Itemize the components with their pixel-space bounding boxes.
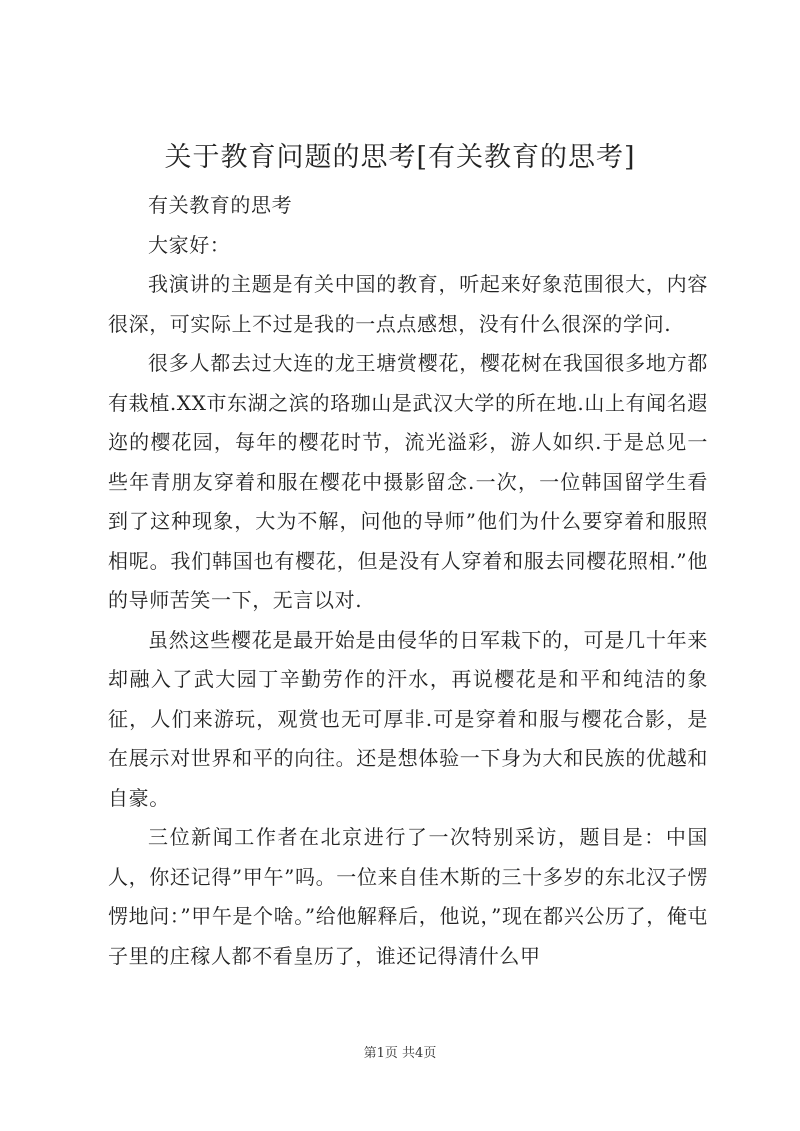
document-title: 关于教育问题的思考[有关教育的思考] <box>164 142 636 173</box>
greeting-paragraph: 大家好： <box>148 232 231 257</box>
page-number-footer: 第1页 共4页 <box>363 1046 437 1061</box>
body-paragraph: 我演讲的主题是有关中国的教育，听起来好象范围很大，内容很深，可实际上不过是我的一点点感想，没有什么很深的学问. <box>108 272 708 336</box>
subtitle-paragraph: 有关教育的思考 <box>148 193 293 217</box>
body-paragraph: 很多人都去过大连的龙王塘赏樱花，樱花树在我国很多地方都有栽植.XX市东湖之滨的珞珈山是武汉大学的所在地.山上有闻名遐迩的樱花园，每年的樱花时节，流光溢彩，游人如织.于是总见一些年青朋友穿着和服在樱花中摄影留念.一次，一位韩国留学生看到了这种现象，大为不解，问他的导师”他们为什么要穿着和服照相呢。我们韩国也有樱花，但是没有人穿着和服去同樱花照相.”他的导师苦笑一下，无言以对. <box>108 351 708 612</box>
document-body <box>108 186 708 976</box>
body-paragraph: 三位新闻工作者在北京进行了一次特别采访，题目是：中国人，你还记得”甲午”吗。一位来自佳木斯的三十多岁的东北汉子愣愣地问：”甲午是个啥。”给他解释后，他说，”现在都兴公历了，俺屯子里的庄稼人都不看皇历了，谁还记得清什么甲 <box>108 825 708 968</box>
body-paragraph: 虽然这些樱花是最开始是由侵华的日军栽下的，可是几十年来却融入了武大园丁辛勤劳作的汗水，再说樱花是和平和纯洁的象征，人们来游玩，观赏也无可厚非.可是穿着和服与樱花合影，是在展示对世界和平的向往。还是想体验一下身为大和民族的优越和自豪。 <box>108 627 708 810</box>
